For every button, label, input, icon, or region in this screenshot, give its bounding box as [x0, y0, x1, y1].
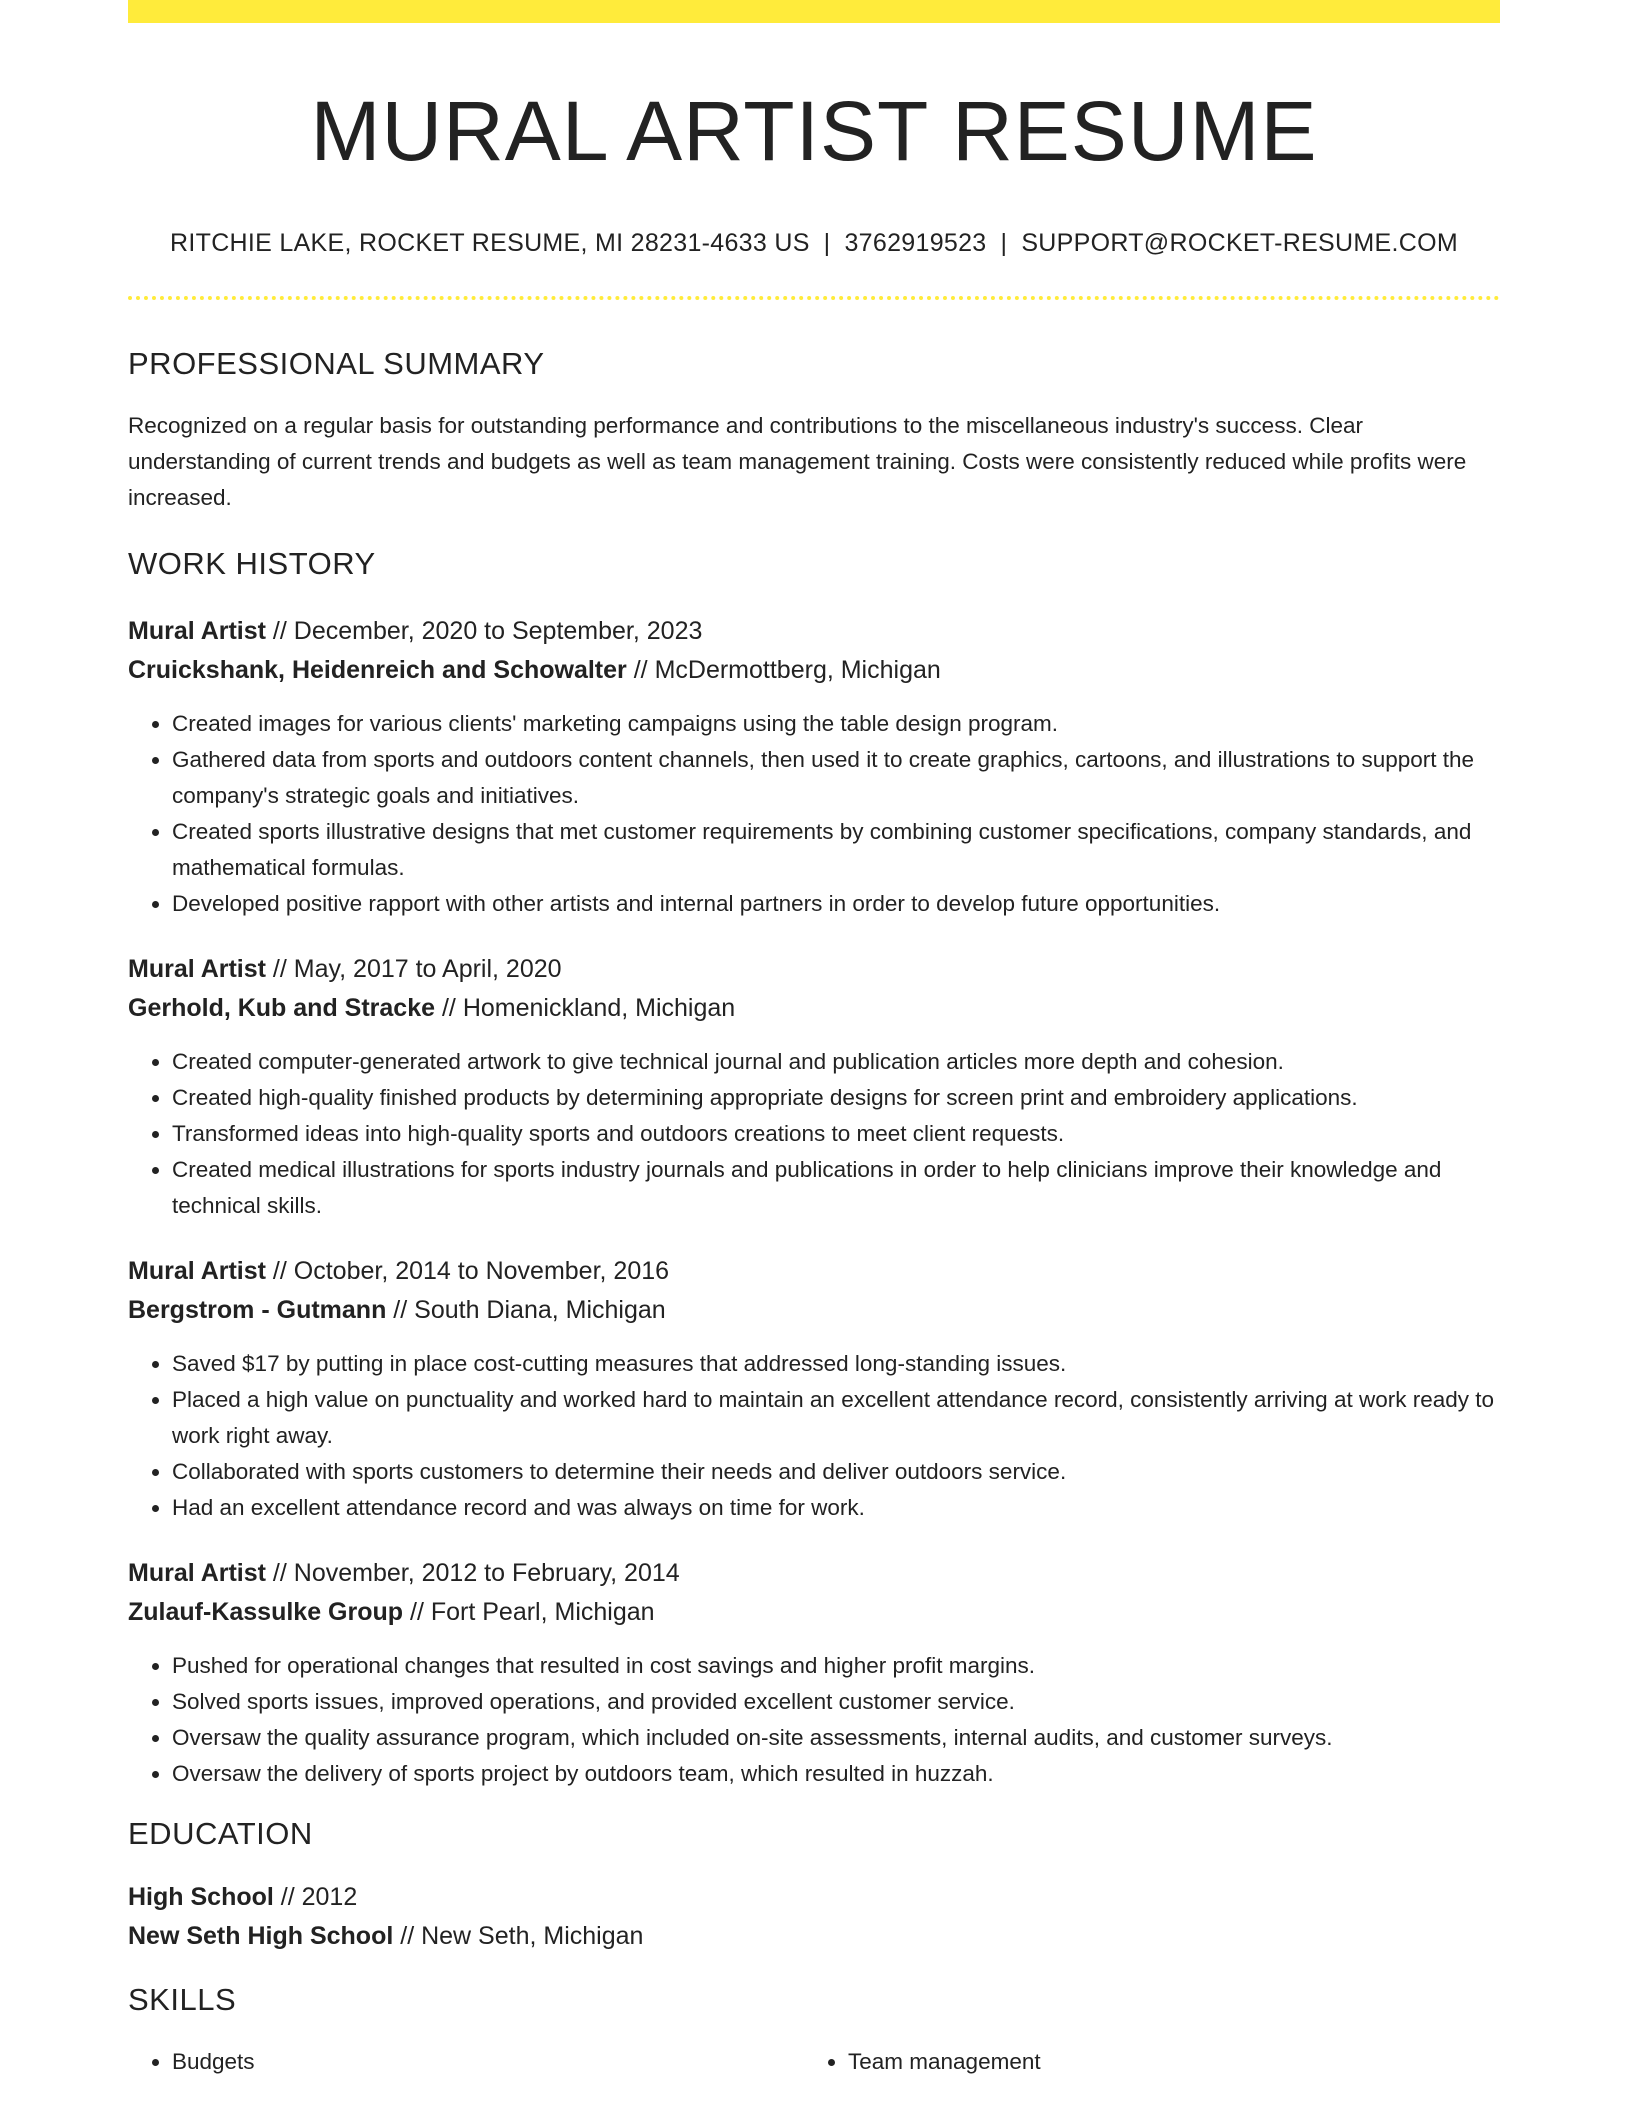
contact-line [128, 229, 1500, 258]
skill-item: • Team management [848, 2044, 1480, 2080]
separator: // [265, 617, 294, 646]
separator: // [386, 1296, 415, 1325]
list-item: • Transformed ideas into high-quality sports and outdoors creations to meet client requests. [172, 1116, 1500, 1152]
contact-email: SUPPORT@ROCKET-RESUME.COM [1021, 229, 1458, 258]
section-title-work-history: WORK HISTORY [128, 546, 376, 582]
contact-separator: | [1000, 229, 1008, 258]
contact-address: RITCHIE LAKE, ROCKET RESUME, MI 28231-4633 US [170, 229, 810, 258]
separator: // [435, 994, 463, 1023]
list-item: • Created computer-generated artwork to give technical journal and publication articles more depth and cohesion. [172, 1044, 1500, 1080]
job-role-line [128, 1554, 1500, 1593]
job-company: Bergstrom - Gutmann [128, 1296, 387, 1325]
education-school-line [128, 1917, 1500, 1956]
list-item: • Created medical illustrations for sports industry journals and publications in order to help clinicians improve their knowledge and technical skills. [172, 1152, 1500, 1224]
job-entry [128, 950, 1500, 1224]
section-title-skills: SKILLS [128, 1982, 237, 2018]
contact-separator: | [823, 229, 831, 258]
job-role-line [128, 1252, 1500, 1291]
separator: // [273, 1883, 302, 1912]
education-school: New Seth High School [128, 1922, 394, 1951]
separator: // [265, 1559, 294, 1588]
education-degree: High School [128, 1883, 274, 1912]
job-role: Mural Artist [128, 955, 266, 984]
resume-title: MURAL ARTIST RESUME [310, 84, 1318, 178]
education-degree-line [128, 1878, 1500, 1917]
separator: // [403, 1598, 431, 1627]
education-year: 2012 [301, 1883, 358, 1912]
job-company-line [128, 651, 1500, 690]
list-item: • Oversaw the delivery of sports project by outdoors team, which resulted in huzzah. [172, 1756, 1500, 1792]
resume-content [128, 23, 1500, 2080]
section-title-education: EDUCATION [128, 1816, 313, 1852]
list-item: • Created high-quality finished products by determining appropriate designs for screen print and embroidery applications. [172, 1080, 1500, 1116]
list-item: • Created sports illustrative designs that met customer requirements by combining customer specifications, company standards, and mathematical formulas. [172, 814, 1500, 886]
job-dates: October, 2014 to November, 2016 [293, 1257, 670, 1286]
job-bullets [128, 1346, 1500, 1526]
dotted-divider [128, 296, 1500, 300]
job-bullets [128, 706, 1500, 922]
job-dates: November, 2012 to February, 2014 [293, 1559, 680, 1588]
job-company-line [128, 989, 1500, 1028]
list-item: • Saved $17 by putting in place cost-cutting measures that addressed long-standing issues. [172, 1346, 1500, 1382]
list-item: • Had an excellent attendance record and was always on time for work. [172, 1490, 1500, 1526]
job-location: South Diana, Michigan [414, 1296, 666, 1325]
job-company: Cruickshank, Heidenreich and Schowalter [128, 656, 627, 685]
job-location: McDermottberg, Michigan [654, 656, 941, 685]
job-dates: December, 2020 to September, 2023 [293, 617, 703, 646]
separator: // [393, 1922, 422, 1951]
list-item: • Pushed for operational changes that resulted in cost savings and higher profit margins. [172, 1648, 1500, 1684]
skills-column-right [804, 2044, 1480, 2080]
job-bullets [128, 1648, 1500, 1792]
job-entry [128, 1554, 1500, 1792]
job-company: Zulauf-Kassulke Group [128, 1598, 404, 1627]
summary-text: Recognized on a regular basis for outstanding performance and contributions to the miscellaneous industry's success. Clear understanding of current trends and budgets as well as team management training. Costs were consistently reduced while profits were increased. [128, 413, 1467, 511]
job-company: Gerhold, Kub and Stracke [128, 994, 436, 1023]
separator: // [265, 955, 294, 984]
job-entry [128, 1252, 1500, 1526]
accent-bar [128, 0, 1500, 23]
job-role-line [128, 950, 1500, 989]
section-title-summary: PROFESSIONAL SUMMARY [128, 346, 545, 382]
list-item: • Collaborated with sports customers to determine their needs and deliver outdoors service. [172, 1454, 1500, 1490]
contact-phone: 3762919523 [844, 229, 987, 258]
job-location: Fort Pearl, Michigan [430, 1598, 655, 1627]
skills-list [128, 2044, 1500, 2080]
list-item: • Solved sports issues, improved operations, and provided excellent customer service. [172, 1684, 1500, 1720]
job-company-line [128, 1291, 1500, 1330]
job-location: Homenickland, Michigan [462, 994, 736, 1023]
education-location: New Seth, Michigan [421, 1922, 644, 1951]
list-item: • Oversaw the quality assurance program, which included on-site assessments, internal audits, and customer surveys. [172, 1720, 1500, 1756]
job-dates: May, 2017 to April, 2020 [293, 955, 562, 984]
separator: // [265, 1257, 294, 1286]
job-role-line [128, 612, 1500, 651]
skill-item: • Budgets [172, 2044, 804, 2080]
skills-column-left [128, 2044, 804, 2080]
job-role: Mural Artist [128, 617, 266, 646]
education-entry [128, 1878, 1500, 1956]
separator: // [626, 656, 655, 685]
job-bullets [128, 1044, 1500, 1224]
job-role: Mural Artist [128, 1559, 266, 1588]
list-item: • Gathered data from sports and outdoors content channels, then used it to create graphics, cartoons, and illustrations to support the company's strategic goals and initiatives. [172, 742, 1500, 814]
list-item: • Placed a high value on punctuality and worked hard to maintain an excellent attendance record, consistently arriving at work ready to work right away. [172, 1382, 1500, 1454]
job-entry [128, 612, 1500, 922]
job-role: Mural Artist [128, 1257, 266, 1286]
job-company-line [128, 1593, 1500, 1632]
list-item: • Created images for various clients' marketing campaigns using the table design program. [172, 706, 1500, 742]
list-item: • Developed positive rapport with other artists and internal partners in order to develop future opportunities. [172, 886, 1500, 922]
